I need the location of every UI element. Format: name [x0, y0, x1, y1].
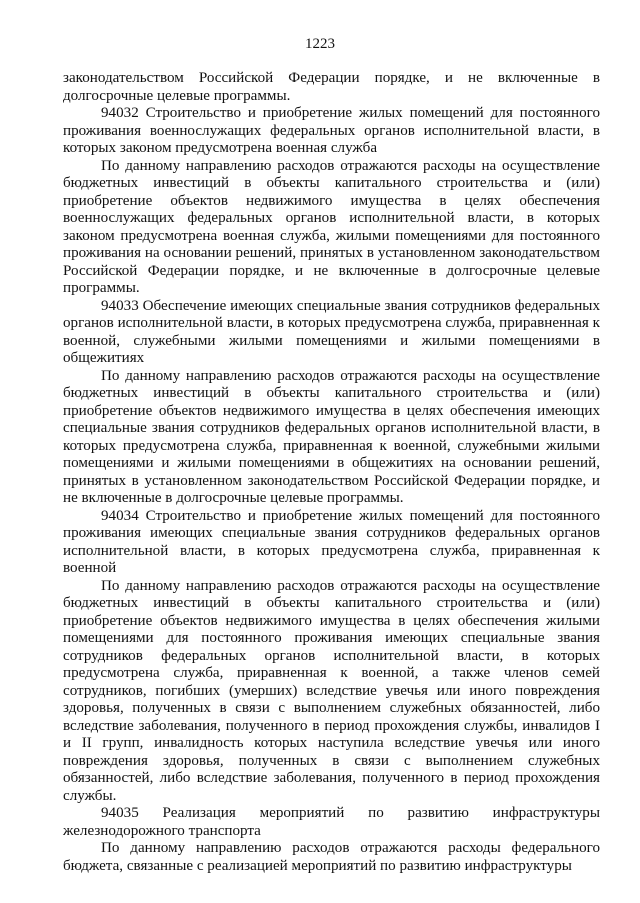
paragraph-5: По данному направлению расходов отражаются расходы на осуществление бюджетных инвестиций в объекты капитального строительства и (или) приобретение объектов недвижимого имущества в целях обеспечения имеющих специальные звания сотрудников федеральных органов исполнительной власти, в которых предусмотрена служба, приравненная к военной, служебными жилыми помещениями и жилыми помещениями в общежитиях на основании решений, принятых в установленном законодательством Российской Федерации порядке, и не включенные в долгосрочные целевые программы. [63, 367, 600, 506]
paragraph-1: законодательством Российской Федерации порядке, и не включенные в долгосрочные целевые программы. [63, 70, 600, 104]
paragraph-4: 94033 Обеспечение имеющих специальные звания сотрудников федеральных органов исполнительной власти, в которых предусмотрена служба, приравненная к военной, служебными жилыми помещениями и жилыми помещениями в общежитиях [63, 297, 600, 366]
paragraph-3: По данному направлению расходов отражаются расходы на осуществление бюджетных инвестиций в объекты капитального строительства и (или) приобретение объектов недвижимого имущества в целях обеспечения военнослужащих федеральных органов исполнительной власти, в которых законом предусмотрена военная служба, жилыми помещениями для постоянного проживания на основании решений, принятых в установленном законодательством Российской Федерации порядке, и не включенные в долгосрочные целевые программы. [63, 157, 600, 296]
page-number: 1223 [305, 36, 335, 52]
document-body [63, 70, 600, 875]
paragraph-8: 94035 Реализация мероприятий по развитию инфраструктуры железнодорожного транспорта [63, 805, 600, 839]
paragraph-9: По данному направлению расходов отражаются расходы федерального бюджета, связанные с реализацией мероприятий по развитию инфраструктуры [63, 840, 600, 874]
paragraph-2: 94032 Строительство и приобретение жилых помещений для постоянного проживания военнослужащих федеральных органов исполнительной власти, в которых законом предусмотрена военная служба [63, 105, 600, 156]
paragraph-6: 94034 Строительство и приобретение жилых помещений для постоянного проживания имеющих специальные звания сотрудников федеральных органов исполнительной власти, в которых предусмотрена служба, приравненная к военной [63, 507, 600, 576]
paragraph-7: По данному направлению расходов отражаются расходы на осуществление бюджетных инвестиций в объекты капитального строительства и (или) приобретение объектов недвижимого имущества в целях обеспечения жилыми помещениями для постоянного проживания имеющих специальные звания сотрудников федеральных органов исполнительной власти, в которых предусмотрена служба, приравненная к военной, а также членов семей сотрудников, погибших (умерших) вследствие увечья или иного повреждения здоровья, полученных в связи с выполнением служебных обязанностей, либо вследствие заболевания, полученного в период прохождения службы, инвалидов I и II групп, инвалидность которых наступила вследствие увечья или иного повреждения здоровья, полученных в связи с выполнением служебных обязанностей, либо вследствие заболевания, полученного в период прохождения службы. [63, 577, 600, 804]
